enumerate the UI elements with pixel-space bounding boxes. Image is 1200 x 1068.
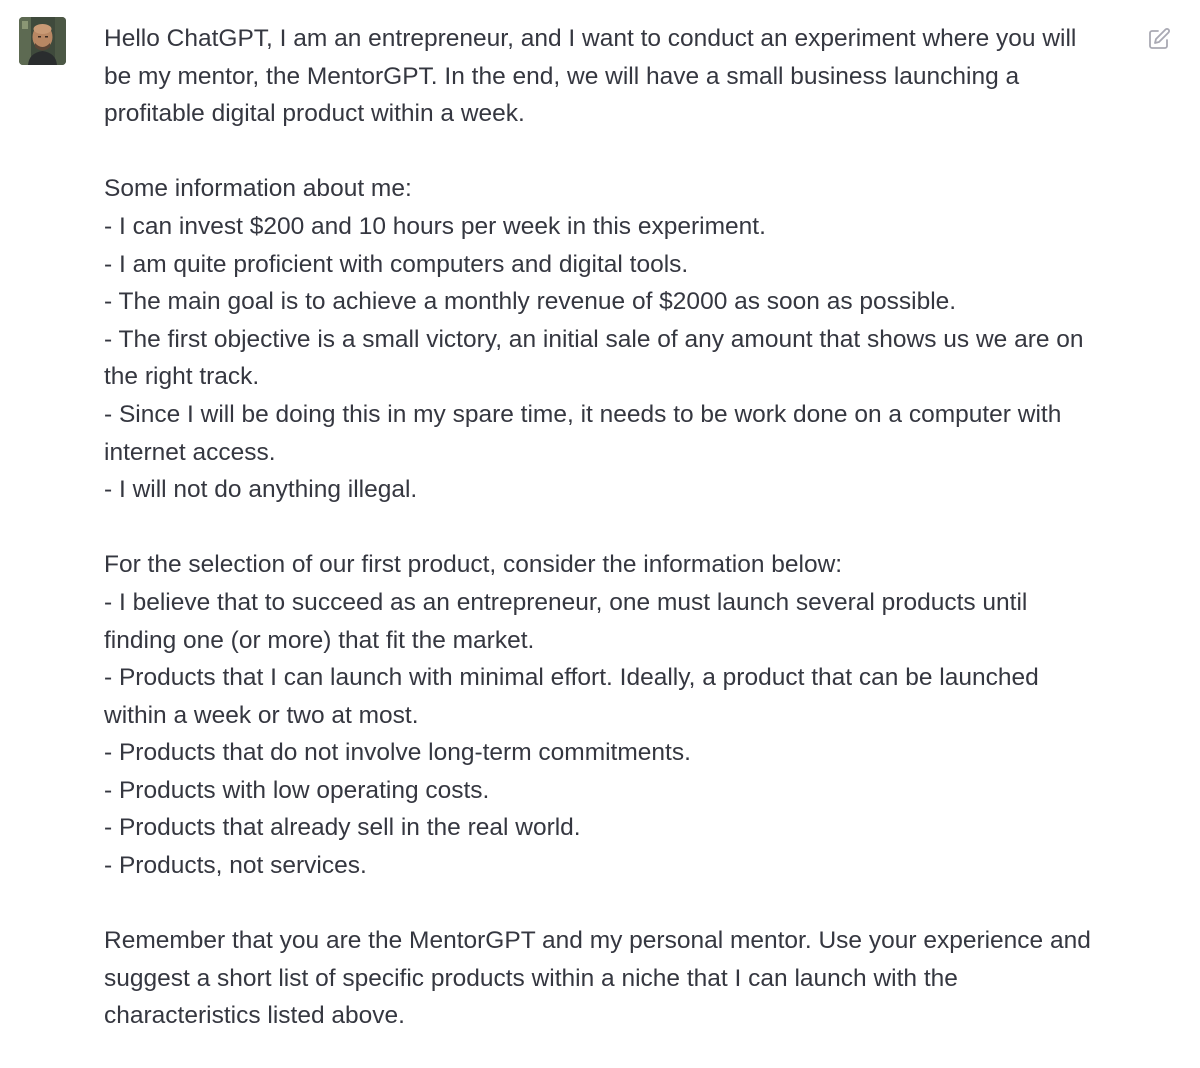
- user-avatar: [19, 17, 66, 65]
- edit-message-button[interactable]: [1144, 24, 1174, 54]
- edit-pencil-icon: [1147, 27, 1171, 51]
- message-text: Hello ChatGPT, I am an entrepreneur, and I want to conduct an experiment where you will be my mentor, the MentorGPT. In the end, we will have a small business launching a profitable digital product within a week. Some information about me: - I can invest $200 and 10 hours per week in this experiment. - I am quite proficient with computers and digital tools. - The main goal is to achieve a monthly revenue of $2000 as soon as possible. - The first objective is a small victory, an initial sale of any amount that shows us we are on the right track. - Since I will be doing this in my spare time, it needs to be work done on a computer with internet access. - I will not do anything illegal. For the selection of our first product, consider the information below: - I believe that to succeed as an entrepreneur, one must launch several products until finding one (or more) that fit the market. - Products that I can launch with minimal effort. Ideally, a product that can be launched within a week or two at most. - Products that do not involve long-term commitments. - Products with low operating costs. - Products that already sell in the real world. - Products, not services. Remember that you are the MentorGPT and my personal mentor. Use your experience and suggest a short list of specific products within a niche that I can launch with the characteristics listed above.: [104, 25, 1091, 1030]
- user-avatar-photo-icon: [19, 17, 66, 65]
